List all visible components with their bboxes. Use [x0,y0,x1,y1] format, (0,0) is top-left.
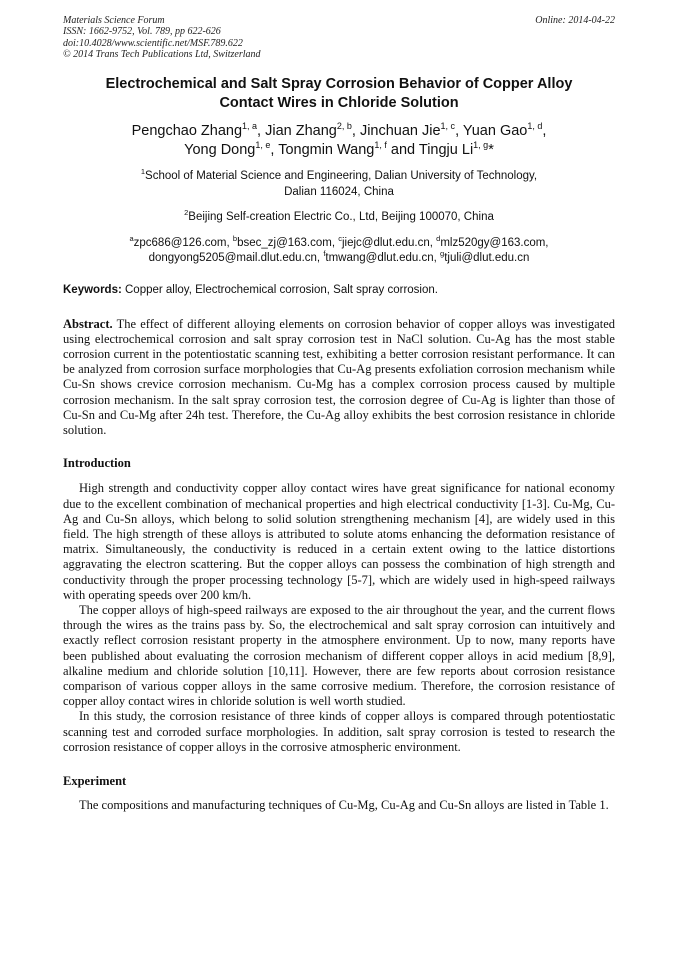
affiliation-mark: 2 [184,208,189,217]
journal-info [63,15,615,61]
affiliation-mark: 1 [140,167,146,176]
author-separator: , [257,123,266,139]
section-heading-introduction: Introduction [63,456,131,471]
affiliation-1 [63,169,615,200]
author-affiliation-mark: 2, b [336,121,352,131]
body-paragraph: High strength and conductivity copper alloy contact wires have great significance for national economy due to the excellent combination of mechanical properties and high electrical conductivity [1-3]. Cu-Mg, Cu-Ag and Cu-Sn alloys, which belong to solid solution strengthening mechanism [4], are widely used in this field. The high strength of these alloys is attributed to solute atoms enhancing the deformation resistance of matrix. Simultaneously, the conductivity is reduced in a certain extent owing to the lattice distortions aggravating the electron scattering. But the copper alloys can possess the combination of high strength and conductivity through the proper processing technology [5-7], which are widely used in high-speed railways with operating speeds over 200 km/h. [63,481,615,602]
journal-header [63,15,615,67]
author-name: Jian Zhang [265,123,337,139]
author-list [63,122,615,160]
author-affiliation-mark: 1, e [255,140,271,150]
paper-page [63,15,615,813]
email-mark: b [232,233,238,243]
abstract-text: The effect of different alloying elements on corrosion behavior of copper alloys was investigated using electrochemical corrosion and salt spray corrosion test in NaCl solution. Cu-Ag has the most stable corrosion current in the potentiostatic scanning test, exhibiting a better corrosion resistant performance. It can be analyzed from corrosion surface morphologies that Cu-Ag presents exfoliation corrosion mechanism while Cu-Sn shows crevice corrosion mechanism. Cu-Mg has a complex corrosion process caused by multiple corrosion mechanism. In the salt spray corrosion test, the corrosion degree of Cu-Ag is lighter than those of Cu-Sn and Cu-Mg after 24h test. Therefore, the Cu-Ag alloy exhibits the best corrosion resistance in chloride solution. [63,316,615,437]
email-mark: c [338,233,342,243]
journal-name: Materials Science Forum [63,15,165,26]
author-name: Yong Dong [184,142,256,158]
email-address: bsec_zj@163.com, [237,236,339,249]
author-separator: , [455,123,463,139]
author-name: Jinchuan Jie [359,123,441,139]
email-mark: d [436,233,441,243]
journal-copyright: © 2014 Trans Tech Publications Ltd, Switzerland [63,49,261,61]
online-date: Online: 2014-04-22 [535,15,615,26]
email-line [63,251,615,267]
paper-title [63,75,615,113]
affiliation-2 [63,210,615,226]
affiliation-line [63,169,615,185]
author-affiliation-mark: 1, f [374,140,387,150]
author-name: Yuan Gao [462,123,528,139]
email-mark: a [129,233,134,243]
journal-issn: ISSN: 1662-9752, Vol. 789, pp 622-626 [63,26,221,38]
journal-doi: doi:10.4028/www.scientific.net/MSF.789.622 [63,37,243,49]
section-heading-experiment: Experiment [63,773,127,788]
email-address: tmwang@dlut.edu.cn, [325,252,441,264]
email-line [63,233,615,252]
author-separator: , [542,123,547,139]
body-paragraph: The compositions and manufacturing techniques of Cu-Mg, Cu-Ag and Cu-Sn alloys are listed in Table 1. [79,798,609,813]
email-mark: g [440,249,445,258]
author-name: Pengchao Zhang [131,123,243,139]
email-address: tjuli@dlut.edu.cn [444,252,530,264]
affiliation-line: Dalian 116024, China [284,185,394,198]
author-line [63,122,615,141]
author-emails [63,233,615,267]
email-address: jiejc@dlut.edu.cn, [342,236,437,249]
author-separator: and [386,142,419,158]
body-paragraph: The copper alloys of high-speed railways are exposed to the air throughout the year, and the current flows through the wires as the trains pass by. So, the electrochemical and salt spray corrosion can intuitively and exactly reflect corrosion resistant property in the atmosphere environment. Up to now, many reports have been published about evaluating the corrosion mechanism of different copper alloys in acid medium [8,9], alkaline medium and chloride solution [10,11]. However, there are few reports about corrosion resistance comparison of various copper alloys in the same corrosive medium. Therefore, the corrosion resistance of copper alloy contact wires in chloride solution is well worth studied. [63,602,615,709]
body-paragraph: In this study, the corrosion resistance of three kinds of copper alloys is compared through potentiostatic scanning test and corroded surface morphologies. In addition, salt spray corrosion is tested to research the corrosion resistance of copper alloys in the corrosive atmospheric environment. [63,709,615,754]
affiliation-text: School of Material Science and Engineering, Dalian University of Technology, [145,170,538,182]
paper-title-line: Electrochemical and Salt Spray Corrosion Behavior of Copper Alloy [105,76,573,92]
email-mark: f [323,249,326,258]
keywords [63,283,615,298]
email-address: dongyong5205@mail.dlut.edu.cn, [148,252,324,264]
author-name: Tongmin Wang [278,142,375,158]
paper-title-line: Contact Wires in Chloride Solution [219,95,459,111]
author-line [63,141,615,160]
author-name: Tingju Li [418,142,474,158]
abstract-label: Abstract. [63,316,113,331]
keywords-label: Keywords: [63,283,122,296]
affiliation-line [63,210,615,226]
author-separator: , [351,123,360,139]
author-affiliation-mark: 1, a [242,121,258,131]
author-affiliation-mark: 1, g [473,140,489,150]
email-address: mlz520gy@163.com, [440,236,549,249]
email-address: zpc686@126.com, [133,236,233,249]
corresponding-author-mark: * [488,142,494,158]
author-affiliation-mark: 1, c [440,121,456,131]
keywords-text: Copper alloy, Electrochemical corrosion, Salt spray corrosion. [121,283,438,296]
author-affiliation-mark: 1, d [527,121,543,131]
author-separator: , [270,142,279,158]
abstract [63,317,615,439]
affiliation-text: Beijing Self-creation Electric Co., Ltd, Beijing 100070, China [188,211,494,223]
